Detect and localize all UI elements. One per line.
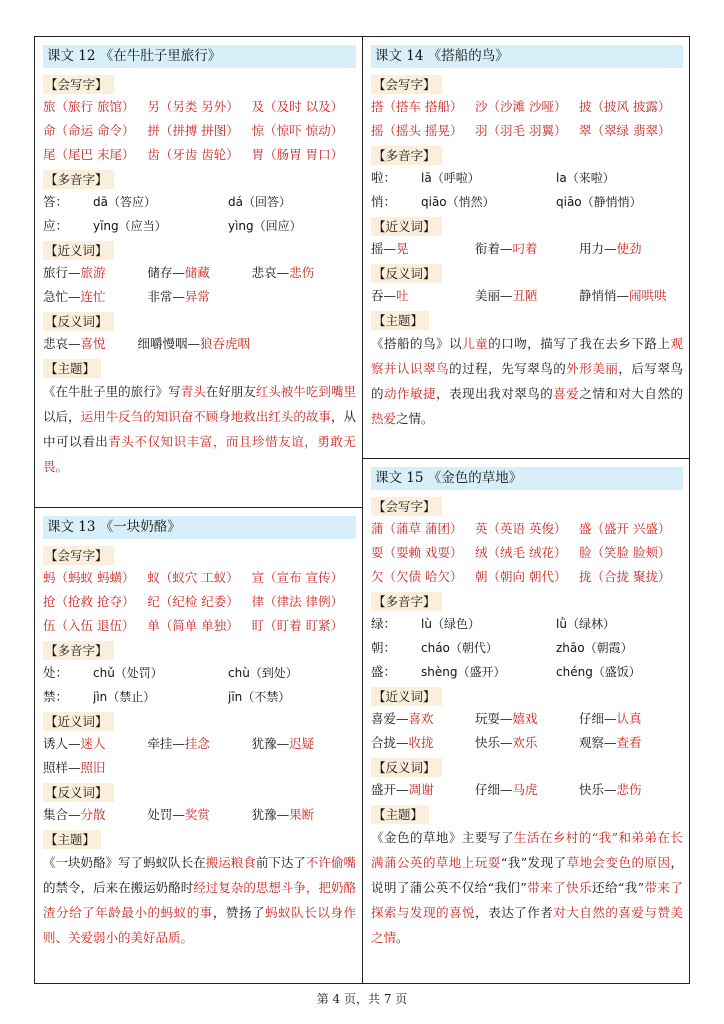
- polyphone-char: 应：: [43, 218, 69, 233]
- theme-text: 热爱: [371, 411, 397, 426]
- theme-paragraph: [371, 825, 683, 950]
- write-char-cell: 羽（羽毛 羽翼）: [474, 123, 567, 138]
- theme-text: 带来了探索与发现的喜悦: [371, 880, 683, 920]
- write-char-cell: 耍（耍赖 戏耍）: [371, 545, 463, 560]
- theme-text: 的过程，先写翠鸟的: [449, 361, 567, 376]
- section-header: 【主题】: [43, 830, 101, 849]
- polyphone-reading: la（来啦）: [556, 171, 615, 185]
- word: 诱人—: [43, 736, 81, 751]
- section-header-wrap: [371, 143, 683, 166]
- word-match: 悲伤: [289, 265, 315, 280]
- polyphone-reading: zhāo（朝霞）: [556, 641, 633, 655]
- polyphone-row: [371, 612, 683, 636]
- lesson-15-panel: [363, 459, 689, 983]
- theme-text: 青头: [180, 384, 206, 399]
- word: 仔细—: [474, 782, 513, 797]
- write-char-row: [371, 541, 683, 565]
- polyphone-row: [371, 166, 683, 190]
- word: 喜爱—: [371, 711, 409, 726]
- word-match: 认真: [616, 711, 642, 726]
- word: 快乐—: [578, 782, 617, 797]
- theme-text: 在好朋友: [205, 384, 256, 399]
- antonym-row: [371, 778, 683, 802]
- word-match: 丑陋: [512, 288, 538, 303]
- lesson-title: 课文 13 《一块奶酪》: [43, 516, 356, 539]
- word: 照样—: [43, 760, 81, 775]
- section-header-wrap: [371, 494, 683, 517]
- write-char-row: [371, 95, 683, 119]
- write-char-cell: 蚂（蚂蚁 蚂蟥）: [43, 570, 135, 585]
- theme-text: 不许偷嘴: [305, 855, 356, 870]
- word-pair: [147, 261, 251, 285]
- write-char-cell: 盛（盛开 兴盛）: [578, 521, 671, 536]
- theme-text: ，从中可以看出: [43, 409, 356, 449]
- section-header-wrap: [43, 356, 356, 379]
- polyphone-row: [43, 685, 356, 709]
- word-match: 欢乐: [512, 735, 538, 750]
- theme-text: 带来了快乐: [526, 880, 592, 895]
- write-char-cell: 齿（牙齿 齿轮）: [147, 147, 239, 162]
- word-match: 收拢: [408, 735, 434, 750]
- lesson-title: 课文 12 《在牛肚子里旅行》: [43, 45, 356, 68]
- write-char-row: [43, 143, 356, 167]
- write-char-row: [43, 566, 356, 590]
- word-match: 挂念: [184, 736, 210, 751]
- polyphone-row: [43, 190, 356, 214]
- polyphone-reading: chù（到处）: [228, 666, 298, 680]
- write-char-row: [371, 119, 683, 143]
- polyphone-reading: lā（呼啦）: [421, 171, 480, 185]
- polyphone-reading: shèng（盛开）: [421, 665, 506, 679]
- polyphone-char: 禁：: [43, 689, 69, 704]
- section-header: 【近义词】: [371, 217, 442, 236]
- word-match: 迷人: [80, 736, 106, 751]
- word-pair: [579, 707, 683, 731]
- synonym-row: [371, 237, 683, 261]
- theme-text: ，表达了作者: [475, 905, 554, 920]
- word-pair: [475, 284, 579, 308]
- theme-text: 青头不仅知识丰富，而且珍惜友谊，勇敢无畏。: [43, 434, 356, 474]
- section-header: 【会写字】: [43, 75, 114, 94]
- lesson-title: 课文 14 《搭船的鸟》: [371, 45, 683, 68]
- word-pair: [579, 731, 683, 755]
- polyphone-reading: cháo（朝代）: [421, 641, 498, 655]
- word-pair: [138, 332, 251, 356]
- theme-text: 的禁令，后来在搬运奶酪时: [43, 880, 194, 895]
- theme-text: 红头被牛吃到嘴里: [255, 384, 356, 399]
- word: 非常—: [147, 289, 185, 304]
- antonym-row: [43, 803, 356, 827]
- theme-text: 经过复杂的思想斗争，把奶酪渣分给了年龄最小的蚂蚁的事: [43, 880, 356, 920]
- polyphone-reading: qiāo（静悄悄）: [556, 195, 642, 209]
- theme-text: ，赞扬了: [212, 905, 266, 920]
- section-header-wrap: [43, 167, 356, 190]
- write-char-cell: 及（及时 以及）: [251, 99, 344, 114]
- word: 处罚—: [147, 807, 185, 822]
- polyphone-char: 盛：: [371, 664, 397, 679]
- polyphone-reading: yìng（回应）: [228, 219, 302, 233]
- word: 细嚼慢咽—: [137, 336, 201, 351]
- synonym-row: [43, 732, 356, 756]
- polyphone-char: 啦：: [371, 170, 397, 185]
- word-match: 查看: [616, 735, 642, 750]
- word-pair: [43, 803, 147, 827]
- word-pair: [371, 707, 475, 731]
- polyphone-row: [43, 214, 356, 238]
- theme-text: 《一块奶酪》写了蚂蚁队长在: [43, 855, 206, 870]
- write-char-cell: 蚁（蚁穴 工蚁）: [147, 570, 239, 585]
- lesson-14-panel: [363, 37, 689, 458]
- word: 盛开—: [371, 782, 409, 797]
- polyphone-reading: jīn（不禁）: [228, 690, 291, 704]
- word-match: 狼吞虎咽: [200, 336, 251, 351]
- word: 合拢—: [371, 735, 409, 750]
- section-header: 【多音字】: [371, 146, 442, 165]
- theme-text: 之情和对大自然的: [579, 386, 683, 401]
- word-pair: [43, 261, 147, 285]
- section-header: 【主题】: [371, 311, 429, 330]
- word-match: 吐: [396, 288, 409, 303]
- page-footer: 第 4 页，共 7 页: [316, 992, 408, 1006]
- word: 快乐—: [474, 735, 513, 750]
- polyphone-reading: lǜ（绿林）: [556, 617, 615, 631]
- word: 犹豫—: [251, 736, 290, 751]
- word-pair: [43, 756, 147, 780]
- word-match: 叼着: [512, 241, 538, 256]
- write-char-cell: 摇（摇头 摇晃）: [371, 123, 463, 138]
- synonym-row: [43, 261, 356, 285]
- theme-paragraph: [43, 379, 356, 479]
- write-char-cell: 惊（惊吓 惊动）: [251, 123, 344, 138]
- section-header-wrap: [371, 755, 683, 778]
- write-char-cell: 蒲（蒲草 蒲团）: [371, 521, 463, 536]
- polyphone-reading: chǔ（处罚）: [93, 666, 163, 680]
- word-match: 喜悦: [80, 336, 106, 351]
- word-pair: [371, 284, 475, 308]
- write-char-cell: 拢（合拢 聚拢）: [578, 569, 671, 584]
- polyphone-row: [371, 190, 683, 214]
- section-header-wrap: [43, 709, 356, 732]
- word: 悲哀—: [251, 265, 290, 280]
- theme-text: 《在牛肚子里的旅行》写: [43, 384, 181, 399]
- word: 旅行—: [43, 265, 81, 280]
- antonym-row: [43, 332, 356, 356]
- word-pair: [475, 237, 579, 261]
- word-match: 储藏: [184, 265, 210, 280]
- word-pair: [252, 732, 356, 756]
- word-pair: [43, 732, 147, 756]
- theme-text: 《搭船的鸟》以: [371, 336, 463, 351]
- section-header: 【主题】: [43, 359, 101, 378]
- theme-text: ，表现出我对翠鸟的: [436, 386, 554, 401]
- section-header: 【近义词】: [371, 687, 442, 706]
- section-header: 【反义词】: [371, 264, 442, 283]
- theme-text: 动作敏捷: [384, 386, 437, 401]
- theme-text: ，后写翠鸟的: [371, 361, 683, 401]
- word-pair: [43, 285, 147, 309]
- write-char-cell: 命（命运 命令）: [43, 123, 135, 138]
- word-match: 果断: [289, 807, 315, 822]
- write-char-cell: 单（简单 单独）: [147, 618, 239, 633]
- lesson-13-panel: [35, 508, 362, 983]
- polyphone-reading: chéng（盛饭）: [556, 665, 641, 679]
- polyphone-reading: qiāo（悄然）: [421, 195, 495, 209]
- word: 静悄悄—: [578, 288, 629, 303]
- theme-text: 生活在乡村的“我”和弟弟在长满蒲公英的草地上玩耍: [371, 830, 683, 870]
- theme-text: 前下达了: [255, 855, 306, 870]
- word: 观察—: [578, 735, 617, 750]
- word: 储存—: [147, 265, 185, 280]
- word: 悲哀—: [43, 336, 81, 351]
- synonym-row: [43, 756, 356, 780]
- section-header-wrap: [43, 827, 356, 850]
- polyphone-row: [43, 661, 356, 685]
- word-match: 照旧: [80, 760, 106, 775]
- write-char-cell: 朝（朝向 朝代）: [474, 569, 567, 584]
- synonym-row: [43, 285, 356, 309]
- word-pair: [475, 707, 579, 731]
- word-match: 凋谢: [408, 782, 434, 797]
- write-char-cell: 沙（沙滩 沙哑）: [474, 99, 567, 114]
- write-char-row: [43, 119, 356, 143]
- section-header: 【会写字】: [371, 75, 442, 94]
- word: 玩耍—: [474, 711, 513, 726]
- word-match: 迟疑: [289, 736, 315, 751]
- theme-text: 搬运粮食: [205, 855, 256, 870]
- section-header-wrap: [371, 72, 683, 95]
- theme-text: 还给“我”: [591, 880, 645, 895]
- word: 美丽—: [474, 288, 513, 303]
- section-header-wrap: [43, 543, 356, 566]
- word-match: 闹哄哄: [628, 288, 667, 303]
- word: 犹豫—: [251, 807, 290, 822]
- word-match: 悲伤: [616, 782, 642, 797]
- word: 衔着—: [474, 241, 513, 256]
- section-header-wrap: [43, 780, 356, 803]
- section-header-wrap: [43, 72, 356, 95]
- theme-text: 蚂蚁队长以身作则、关爱弱小的美好品质。: [43, 905, 356, 945]
- antonym-row: [371, 284, 683, 308]
- theme-text: 对大自然的喜爱与赞美之情: [371, 905, 683, 945]
- theme-paragraph: [43, 850, 356, 950]
- section-header: 【多音字】: [43, 641, 114, 660]
- polyphone-char: 绿：: [371, 616, 397, 631]
- word-pair: [371, 731, 475, 755]
- write-char-cell: 旅（旅行 旅馆）: [43, 99, 135, 114]
- polyphone-reading: yīng（应当）: [93, 219, 167, 233]
- write-char-cell: 披（披风 披露）: [578, 99, 671, 114]
- word-pair: [43, 332, 106, 356]
- theme-text: 外形美丽: [566, 361, 619, 376]
- polyphone-reading: dā（答应）: [93, 195, 156, 209]
- section-header-wrap: [371, 214, 683, 237]
- word: 摇—: [371, 241, 397, 256]
- write-char-row: [43, 95, 356, 119]
- write-char-cell: 英（英语 英俊）: [474, 521, 567, 536]
- section-header-wrap: [371, 589, 683, 612]
- theme-text: 以后，: [43, 409, 81, 424]
- word-pair: [475, 731, 579, 755]
- word: 集合—: [43, 807, 81, 822]
- word-pair: [371, 237, 475, 261]
- polyphone-char: 答：: [43, 194, 69, 209]
- polyphone-char: 朝：: [371, 640, 397, 655]
- polyphone-char: 处：: [43, 665, 69, 680]
- word-pair: [579, 237, 683, 261]
- polyphone-reading: lù（绿色）: [421, 617, 480, 631]
- word-match: 旅游: [80, 265, 106, 280]
- write-char-cell: 绒（绒毛 绒花）: [474, 545, 567, 560]
- write-char-row: [43, 614, 356, 638]
- write-char-cell: 纪（纪检 纪委）: [147, 594, 239, 609]
- write-char-cell: 欠（欠债 哈欠）: [371, 569, 463, 584]
- write-char-cell: 盯（盯着 盯紧）: [251, 618, 344, 633]
- write-char-cell: 搭（搭车 搭船）: [371, 99, 463, 114]
- word-pair: [371, 778, 475, 802]
- word-match: 异常: [184, 289, 210, 304]
- polyphone-reading: jìn（禁止）: [93, 690, 156, 704]
- word-match: 使劲: [616, 241, 642, 256]
- theme-text: “我”发现了: [500, 855, 567, 870]
- polyphone-reading: dá（回答）: [228, 195, 291, 209]
- write-char-cell: 翠（翠绿 翡翠）: [578, 123, 671, 138]
- section-header-wrap: [371, 308, 683, 331]
- section-header: 【多音字】: [371, 592, 442, 611]
- word-pair: [579, 284, 683, 308]
- section-header: 【反义词】: [371, 758, 442, 777]
- theme-text: 《金色的草地》主要写了: [371, 830, 514, 845]
- word-pair: [475, 778, 579, 802]
- theme-text: 观察并认识翠鸟: [371, 336, 683, 376]
- section-header: 【反义词】: [43, 783, 114, 802]
- write-char-cell: 胃（肠胃 胃口）: [251, 147, 344, 162]
- theme-text: ，说明了蒲公英不仅给“我们”: [371, 855, 683, 895]
- theme-text: 之情。: [396, 411, 434, 426]
- word-match: 喜欢: [408, 711, 434, 726]
- word-match: 分散: [80, 807, 106, 822]
- polyphone-row: [371, 636, 683, 660]
- write-char-cell: 另（另类 另外）: [147, 99, 239, 114]
- section-header: 【会写字】: [43, 546, 114, 565]
- write-char-cell: 宣（宣布 宣传）: [251, 570, 344, 585]
- lesson-title: 课文 15 《金色的草地》: [371, 467, 683, 490]
- word-pair: [147, 285, 251, 309]
- theme-text: 的口吻，描写了我在去乡下路上: [488, 336, 671, 351]
- word: 仔细—: [578, 711, 617, 726]
- section-header-wrap: [371, 802, 683, 825]
- section-header: 【近义词】: [43, 712, 114, 731]
- polyphone-row: [371, 660, 683, 684]
- write-char-cell: 伍（入伍 退伍）: [43, 618, 135, 633]
- write-char-row: [43, 590, 356, 614]
- word-pair: [252, 803, 356, 827]
- write-char-cell: 律（律法 律例）: [251, 594, 344, 609]
- theme-text: 喜爱: [553, 386, 580, 401]
- section-header-wrap: [43, 638, 356, 661]
- section-header-wrap: [43, 309, 356, 332]
- word: 急忙—: [43, 289, 81, 304]
- word-pair: [147, 732, 251, 756]
- word-match: 嬉戏: [512, 711, 538, 726]
- lesson-12-panel: [35, 37, 362, 507]
- word-pair: [579, 778, 683, 802]
- theme-text: 。: [396, 930, 409, 945]
- word: 牵挂—: [147, 736, 185, 751]
- theme-text: 草地会变色的原因: [566, 855, 671, 870]
- word-match: 晃: [396, 241, 409, 256]
- polyphone-char: 悄：: [371, 194, 397, 209]
- write-char-cell: 抢（抢救 抢夺）: [43, 594, 135, 609]
- section-header-wrap: [43, 238, 356, 261]
- section-header-wrap: [371, 261, 683, 284]
- word: 吞—: [371, 288, 397, 303]
- section-header: 【近义词】: [43, 241, 114, 260]
- theme-text: 儿童: [462, 336, 489, 351]
- write-char-cell: 脸（笑脸 脸颊）: [578, 545, 671, 560]
- word-pair: [252, 261, 356, 285]
- word-pair: [147, 803, 251, 827]
- section-header: 【反义词】: [43, 312, 114, 331]
- synonym-row: [371, 707, 683, 731]
- theme-paragraph: [371, 331, 683, 431]
- section-header: 【主题】: [371, 805, 429, 824]
- word-match: 马虎: [512, 782, 538, 797]
- write-char-cell: 尾（尾巴 末尾）: [43, 147, 135, 162]
- synonym-row: [371, 731, 683, 755]
- section-header: 【会写字】: [371, 497, 442, 516]
- write-char-cell: 拼（拼搏 拼图）: [147, 123, 239, 138]
- section-header-wrap: [371, 684, 683, 707]
- word: 用力—: [578, 241, 617, 256]
- word-match: 连忙: [80, 289, 106, 304]
- word-match: 奖赏: [184, 807, 210, 822]
- section-header: 【多音字】: [43, 170, 114, 189]
- write-char-row: [371, 517, 683, 541]
- theme-text: 运用牛反刍的知识奋不顾身地救出红头的故事: [80, 409, 331, 424]
- write-char-row: [371, 565, 683, 589]
